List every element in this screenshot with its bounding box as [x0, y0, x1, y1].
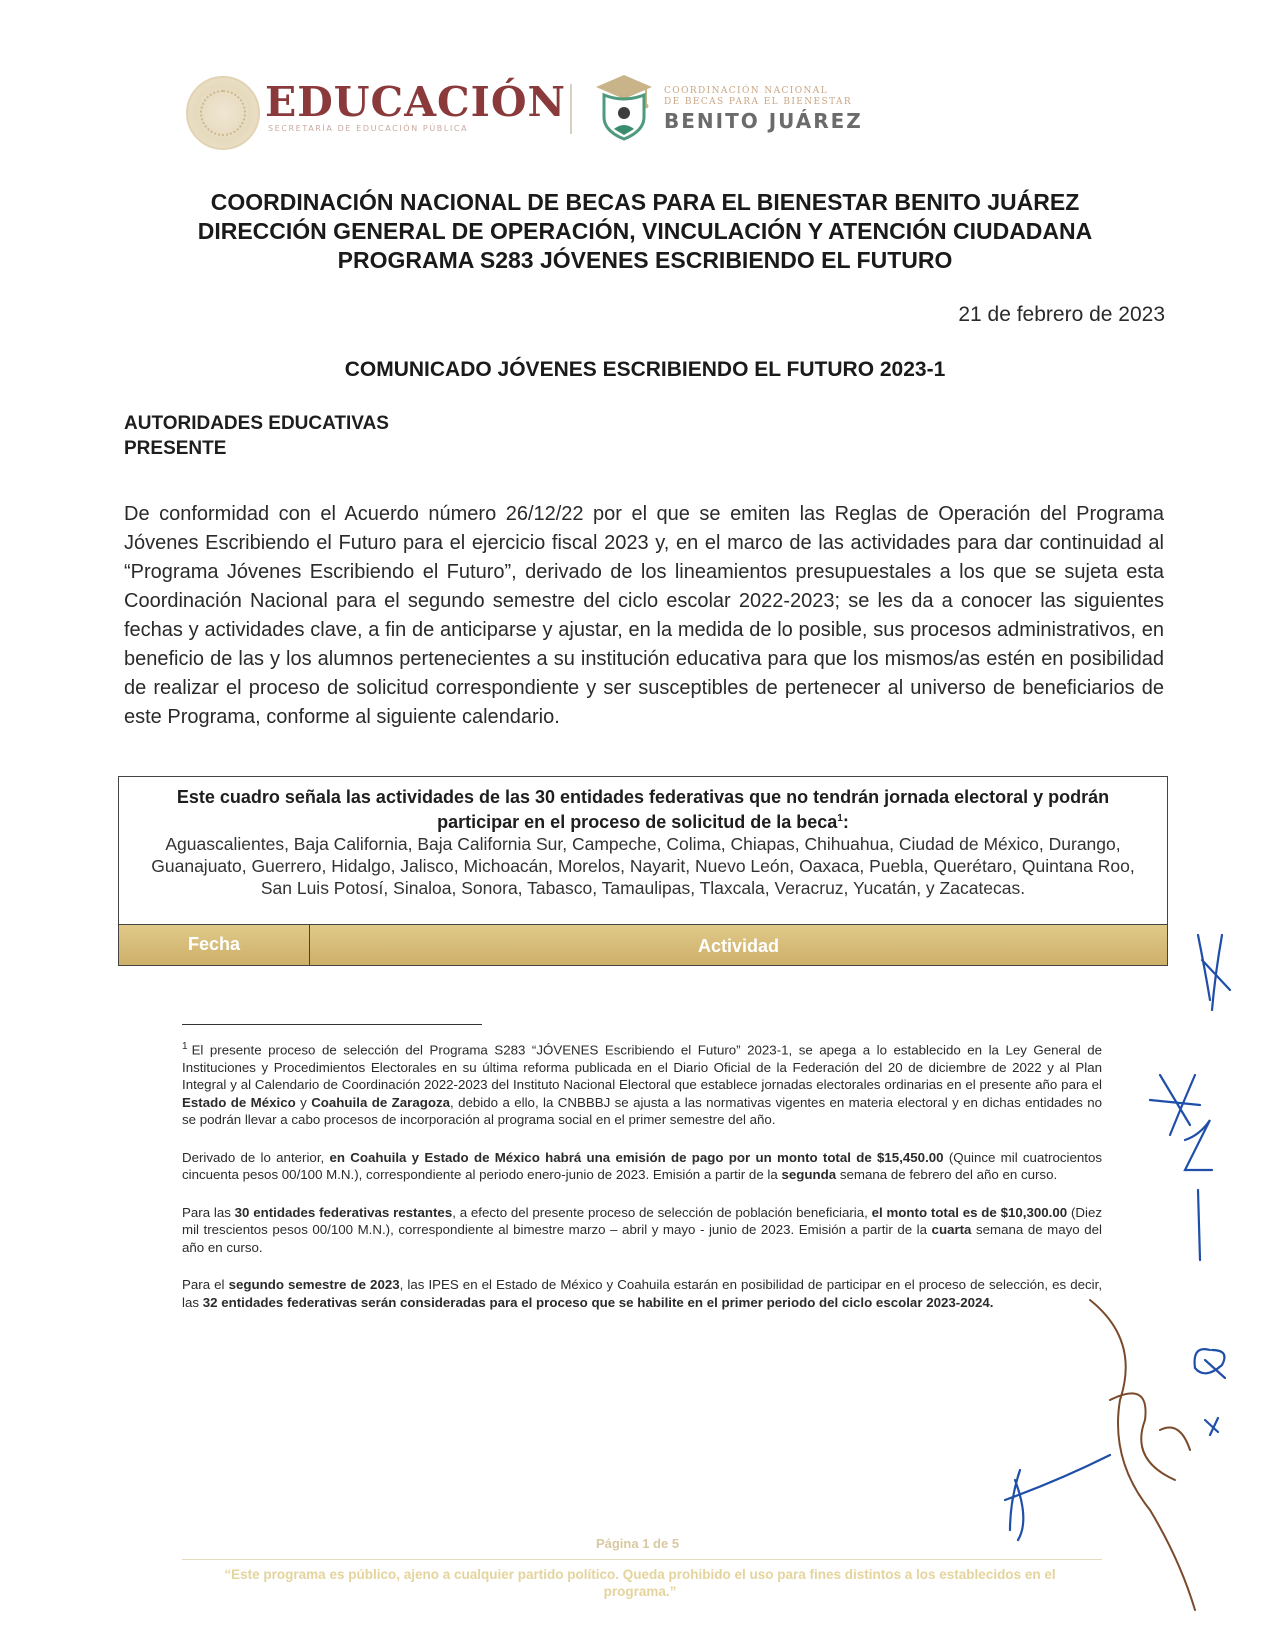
- page-number: Página 1 de 5: [595, 1536, 680, 1551]
- footnote-bold: 32 entidades federativas serán consideradas para el proceso que se habilite en el primer periodo del ciclo escolar 2023-2024.: [202, 1294, 994, 1310]
- footnote-block: [182, 1038, 1102, 1331]
- footnote-text: , las IPES en el Estado de México y Coahuila estarán en posibilidad de participar en el proceso de selección, es decir, las: [182, 1277, 1103, 1310]
- logo-divider: [570, 84, 572, 134]
- initials-mark-3: [1185, 1120, 1212, 1170]
- footnote-text: (Diez mil trescientos pesos 00/100 M.N.), correspondiente al bimestre marzo – abril y mayo - junio de 2023. Emisión a partir de la: [182, 1204, 1102, 1238]
- footnote-text: y: [295, 1094, 312, 1110]
- footnote-text: (Quince mil cuatrocientos cincuenta pesos 00/100 M.N.), correspondiente al periodo enero-junio de 2023. Emisión a partir de la: [182, 1149, 1102, 1183]
- footnote-bold: Estado de México: [182, 1094, 296, 1110]
- recipient-block: [124, 411, 389, 461]
- footnote-text: semana de febrero del año en curso.: [836, 1167, 1058, 1183]
- footnote-paragraph-2: [182, 1149, 1102, 1184]
- cnb-logo-line2: DE BECAS PARA EL BIENESTAR: [664, 97, 853, 107]
- document-heading: [120, 188, 1170, 275]
- footnote-text: , debido a ello, la CNBBBJ se ajusta a las normativas vigentes en materia electoral y en dichas entidades no se podrán llevar a cabo procesos de incorporación al programa social en el primer semestre del año.: [182, 1094, 1102, 1128]
- footnote-paragraph-1: [182, 1038, 1102, 1129]
- box-heading-colon: :: [842, 812, 849, 832]
- footnote-paragraph-4: [182, 1276, 1102, 1311]
- body-paragraph: De conformidad con el Acuerdo número 26/12/22 por el que se emiten las Reglas de Operación del Programa Jóvenes Escribiendo el Futuro para el ejercicio fiscal 2023 y, en el marco de las actividades para dar continuidad al “Programa Jóvenes Escribiendo el Futuro”, derivado de los lineamientos presupuestales a los que se sujeta esta Coordinación Nacional para el segundo semestre del ciclo escolar 2022-2023; se les da a conocer las siguientes fechas y actividades clave, a fin de anticiparse y ajustar, en la medida de lo posible, sus procesos administrativos, en beneficio de las y los alumnos pertenecientes a su institución educativa para que los mismos/as estén en posibilidad de realizar el proceso de solicitud correspondiente y ser susceptibles de pertenecer al universo de beneficiarios de este Programa, conforme al siguiente calendario.: [124, 503, 1164, 728]
- calendar-table-header: [119, 924, 1167, 965]
- initials-mark-2: [1150, 1075, 1200, 1135]
- footnote-text: Para el: [182, 1277, 229, 1293]
- column-header-fecha: Fecha: [119, 925, 310, 965]
- box-heading-text: Este cuadro señala las actividades de las 30 entidades federativas que no tendrán jornada electoral y podrán participar en el proceso de solicitud de la beca: [176, 787, 1110, 832]
- footnote-reference[interactable]: 1: [837, 813, 843, 824]
- recipient-line-1: AUTORIDADES EDUCATIVAS: [124, 413, 389, 434]
- sep-logo-subtitle: SECRETARÍA DE EDUCACIÓN PÚBLICA: [268, 124, 469, 133]
- footer-legend: “Este programa es público, ajeno a cualquier partido político. Queda prohibido el uso para fines distintos a los establecidos en el programa.”: [224, 1567, 1056, 1599]
- column-header-actividad: Actividad: [697, 936, 780, 956]
- footnote-text: Derivado de lo anterior,: [182, 1149, 330, 1165]
- mexico-seal-icon: [186, 76, 260, 150]
- initials-mark-6: [1205, 1418, 1218, 1435]
- states-list: Aguascalientes, Baja California, Baja California Sur, Campeche, Colima, Chiapas, Chihuahua, Ciudad de México, Durango, Guanajuato, Guerrero, Hidalgo, Jalisco, Michoacán, Morelos, Nayarit, Nuevo León, Oaxaca, Puebla, Querétaro, Quintana Roo, San Luis Potosí, Sinaloa, Sonora, Tabasco, Tamaulipas, Tlaxcala, Veracruz, Yucatán, y Zacatecas.: [151, 834, 1135, 898]
- initials-mark-5: [1195, 1349, 1225, 1378]
- recipient-line-2: PRESENTE: [124, 438, 227, 459]
- box-heading-bold: [139, 786, 1147, 833]
- cnb-logo-line1: COORDINACIÓN NACIONAL: [664, 86, 829, 96]
- heading-line-3: PROGRAMA S283 JÓVENES ESCRIBIENDO EL FUTURO: [337, 247, 953, 273]
- footnote-bold: el monto total es de $10,300.00: [871, 1204, 1068, 1220]
- initials-mark-1: [1198, 935, 1230, 1010]
- document-date: 21 de febrero de 2023: [958, 303, 1165, 326]
- footnote-text: semana de mayo del año en curso.: [182, 1222, 1102, 1255]
- footnote-text: Para las: [182, 1204, 235, 1220]
- initials-mark-4: [1198, 1190, 1200, 1260]
- heading-line-1: COORDINACIÓN NACIONAL DE BECAS PARA EL BIENESTAR BENITO JUÁREZ: [210, 189, 1080, 215]
- cnb-logo-name: BENITO JUÁREZ: [664, 109, 863, 133]
- footnote-bold: Coahuila de Zaragoza: [311, 1094, 451, 1110]
- signature-brown: [1090, 1300, 1195, 1610]
- sep-logo-title: EDUCACIÓN: [265, 78, 567, 126]
- communique-title: COMUNICADO JÓVENES ESCRIBIENDO EL FUTURO 2023-1: [344, 358, 946, 381]
- footnote-bold: cuarta: [931, 1222, 972, 1238]
- footnote-rule: [182, 1024, 482, 1025]
- states-table-box: [118, 776, 1168, 966]
- footer-rule: [182, 1559, 1102, 1560]
- box-heading: [119, 777, 1167, 899]
- footnote-bold: 30 entidades federativas restantes: [234, 1204, 453, 1220]
- footnote-paragraph-3: [182, 1204, 1102, 1257]
- signature-blue: [1005, 1455, 1110, 1540]
- footnote-text: , a efecto del presente proceso de selección de población beneficiaria,: [452, 1204, 872, 1220]
- heading-line-2: DIRECCIÓN GENERAL DE OPERACIÓN, VINCULACIÓN Y ATENCIÓN CIUDADANA: [197, 218, 1093, 244]
- footnote-bold: segunda: [781, 1167, 837, 1183]
- footnote-bold: segundo semestre de 2023: [228, 1277, 400, 1293]
- footnote-bold: en Coahuila y Estado de México habrá una emisión de pago por un monto total de $15,450.00: [329, 1149, 944, 1165]
- footnote-text: El presente proceso de selección del Programa S283 “JÓVENES Escribiendo el Futuro” 2023-1, se apega a lo establecido en la Ley General de Instituciones y Procedimientos Electorales en su última reforma publicada en el Diario Oficial de la Federación del 20 de diciembre de 2022 y al Plan Integral y al Calendario de Coordinación 2022-2023 del Instituto Nacional Electoral que establece jornadas electorales ordinarias en el presente año para el: [182, 1042, 1102, 1093]
- graduation-cap-icon: [594, 73, 654, 141]
- footnote-mark: 1: [182, 1041, 188, 1052]
